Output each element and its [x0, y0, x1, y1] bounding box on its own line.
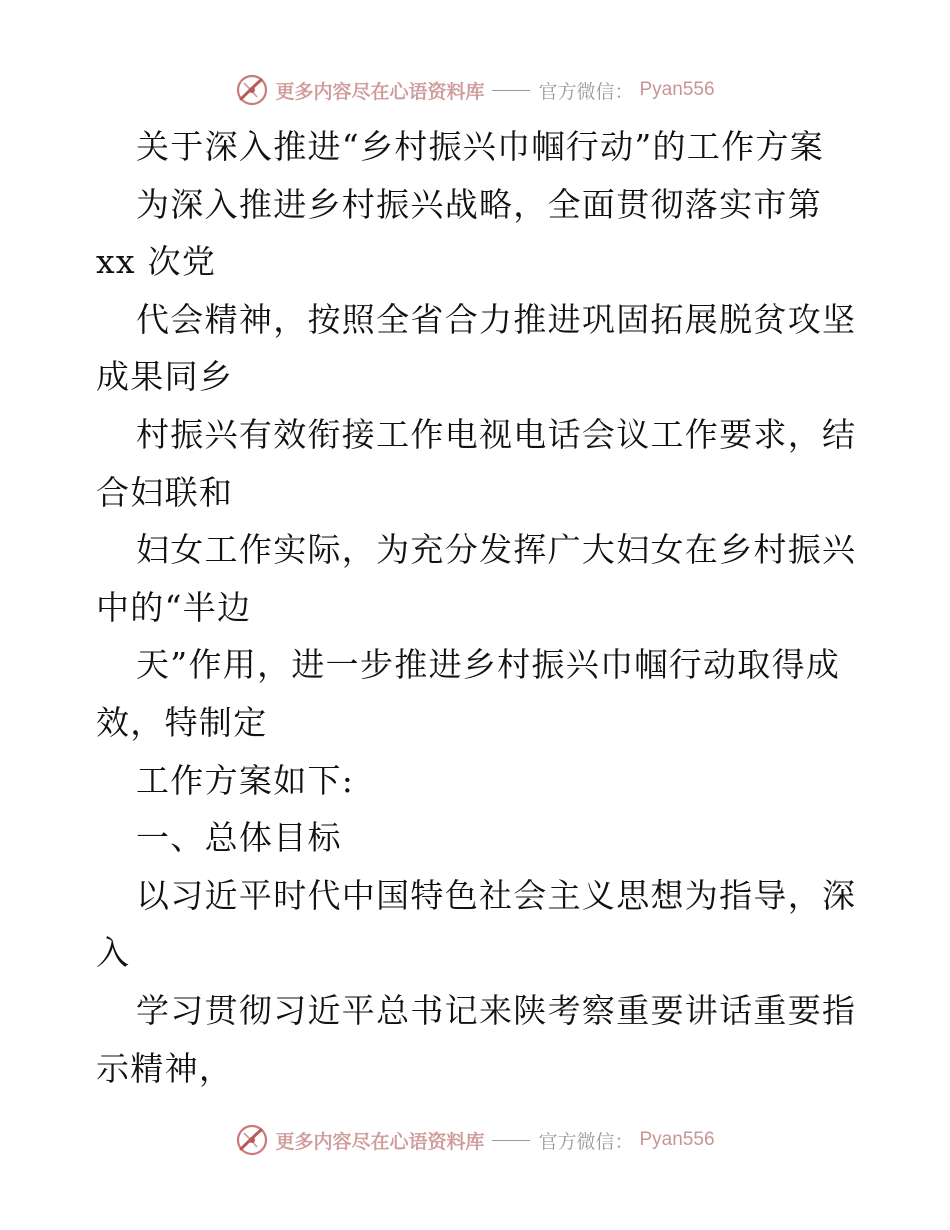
text-line: 村振兴有效衔接工作电视电话会议工作要求，结	[136, 414, 857, 454]
header-banner	[0, 70, 950, 110]
text-line: 示精神，	[96, 1048, 234, 1088]
banner-wechat-id: Pyan556	[639, 79, 715, 100]
banner-divider	[492, 90, 530, 91]
footer-banner	[0, 1120, 950, 1160]
banner-wechat-label: 官方微信：	[538, 1130, 634, 1153]
banner-slogan: 更多内容尽在心语资料库	[275, 1130, 485, 1153]
text-line: 以习近平时代中国特色社会主义思想为指导，深	[136, 875, 857, 915]
text-line: 效，特制定	[96, 702, 268, 742]
pen-logo-icon	[235, 73, 269, 107]
banner-wechat-id: Pyan556	[639, 1129, 715, 1150]
text-line: 天”作用，进一步推进乡村振兴巾帼行动取得成	[136, 645, 841, 685]
text-line: 代会精神，按照全省合力推进巩固拓展脱贫攻坚	[136, 299, 857, 339]
text-line: 中的“半边	[96, 587, 252, 627]
text-line: 学习贯彻习近平总书记来陕考察重要讲话重要指	[136, 990, 857, 1030]
document-body	[96, 118, 856, 1097]
banner-slogan: 更多内容尽在心语资料库	[275, 80, 485, 103]
text-line: 合妇联和	[96, 472, 234, 512]
pen-logo-icon	[235, 1123, 269, 1157]
text-line: 成果同乡	[96, 357, 234, 397]
text-line: 一、总体目标	[136, 818, 342, 858]
text-line: 妇女工作实际，为充分发挥广大妇女在乡村振兴	[136, 530, 857, 570]
text-line: 工作方案如下:	[136, 760, 355, 800]
text-line: 关于深入推进“乡村振兴巾帼行动”的工作方案	[136, 127, 825, 166]
banner-divider	[492, 1140, 530, 1141]
text-line: 入	[96, 933, 131, 973]
text-line: 为深入推进乡村振兴战略，全面贯彻落实市第	[136, 184, 822, 224]
text-line: xx 次党	[96, 242, 217, 282]
banner-wechat-label: 官方微信：	[538, 80, 634, 103]
